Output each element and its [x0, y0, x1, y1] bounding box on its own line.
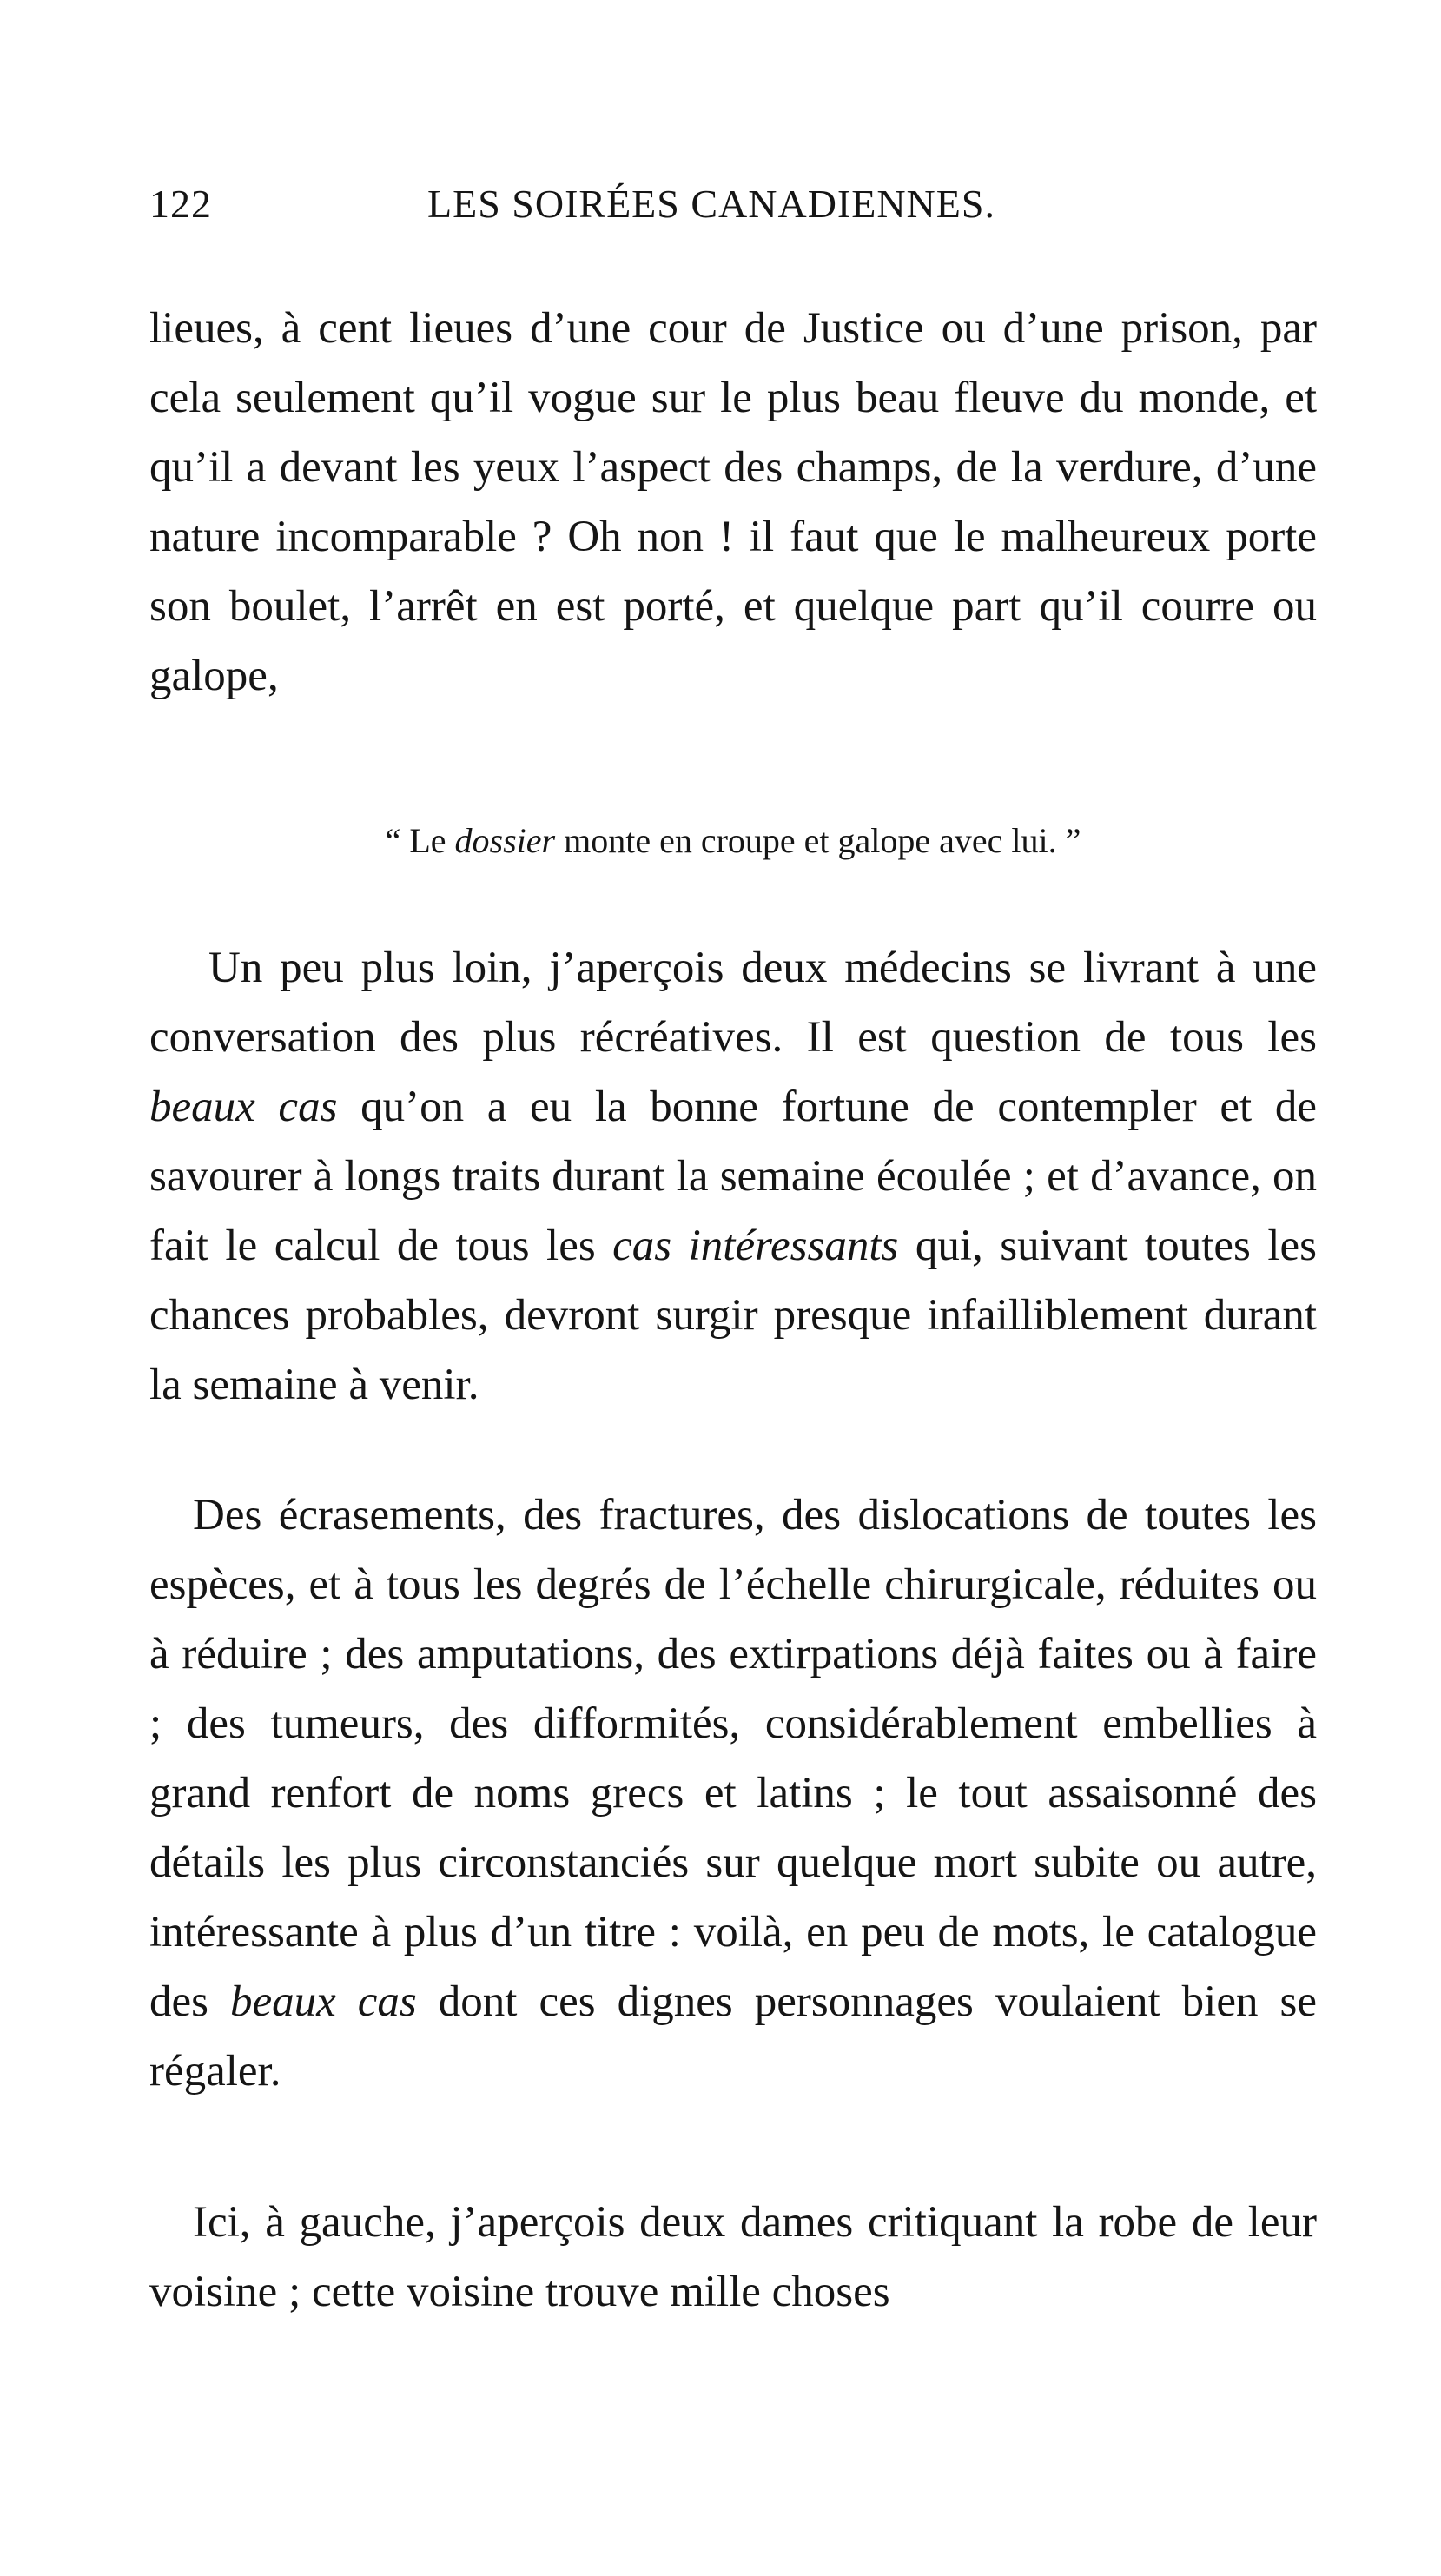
- p3-italic-beaux-cas: beaux cas: [230, 1977, 417, 2026]
- p2-italic-cas-interessants: cas intéressants: [612, 1222, 899, 1270]
- quote-open: “ Le: [385, 821, 455, 860]
- page-header: [149, 181, 1313, 233]
- quote-italic-word: dossier: [454, 821, 556, 860]
- page-number: 122: [149, 182, 212, 226]
- running-title: LES SOIRÉES CANADIENNES.: [427, 182, 995, 226]
- paragraph-4: Ici, à gauche, j’aperçois deux dames critiquant la robe de leur voisine ; cette voisine trouve mille choses: [149, 2198, 1317, 2316]
- p2-text-e: qui, suivant toutes les chances probables, devront surgir presque infailliblement durant la semaine à venir.: [149, 1222, 1317, 1409]
- p2-text-c: qu’on a eu la bonne fortune de contempler et de savourer à longs traits durant la semaine écoulée ; et d’avance, on fait le calcul de tous les: [149, 1083, 1317, 1270]
- p2-text-a: Un peu plus loin, j’aperçois deux médecins se livrant à une conversation des plus récréatives. Il est question de tous les: [149, 944, 1317, 1062]
- paragraph-1: lieues, à cent lieues d’une cour de Justice ou d’une prison, par cela seulement qu’il vogue sur le plus beau fleuve du monde, et qu’il a devant les yeux l’aspect des champs, de la verdure, d’une nature incomparable ? Oh non ! il faut que le malheureux porte son boulet, l’arrêt en est porté, et quelque part qu’il courre ou galope,: [149, 304, 1317, 700]
- p2-italic-beaux-cas: beaux cas: [149, 1083, 338, 1131]
- paragraph-3: [149, 1480, 1317, 2106]
- p3-text-c: dont ces dignes personnages voulaient bien se régaler.: [149, 1977, 1317, 2096]
- p3-text-a: Des écrasements, des fractures, des dislocations de toutes les espèces, et à tous les degrés de l’échelle chirurgicale, réduites ou à réduire ; des amputations, des extirpations déjà faites ou à faire ; des tumeurs, des difformités, considérablement embellies à grand renfort de noms grecs et latins ; le tout assaisonné des détails les plus circonstanciés sur quelque mort subite ou autre, intéressante à plus d’un titre : voilà, en peu de mots, le catalogue des: [149, 1491, 1317, 2026]
- paragraph-2: [149, 933, 1317, 1420]
- quote-close: monte en croupe et galope avec lui. ”: [555, 821, 1081, 860]
- quoted-verse: [149, 820, 1317, 861]
